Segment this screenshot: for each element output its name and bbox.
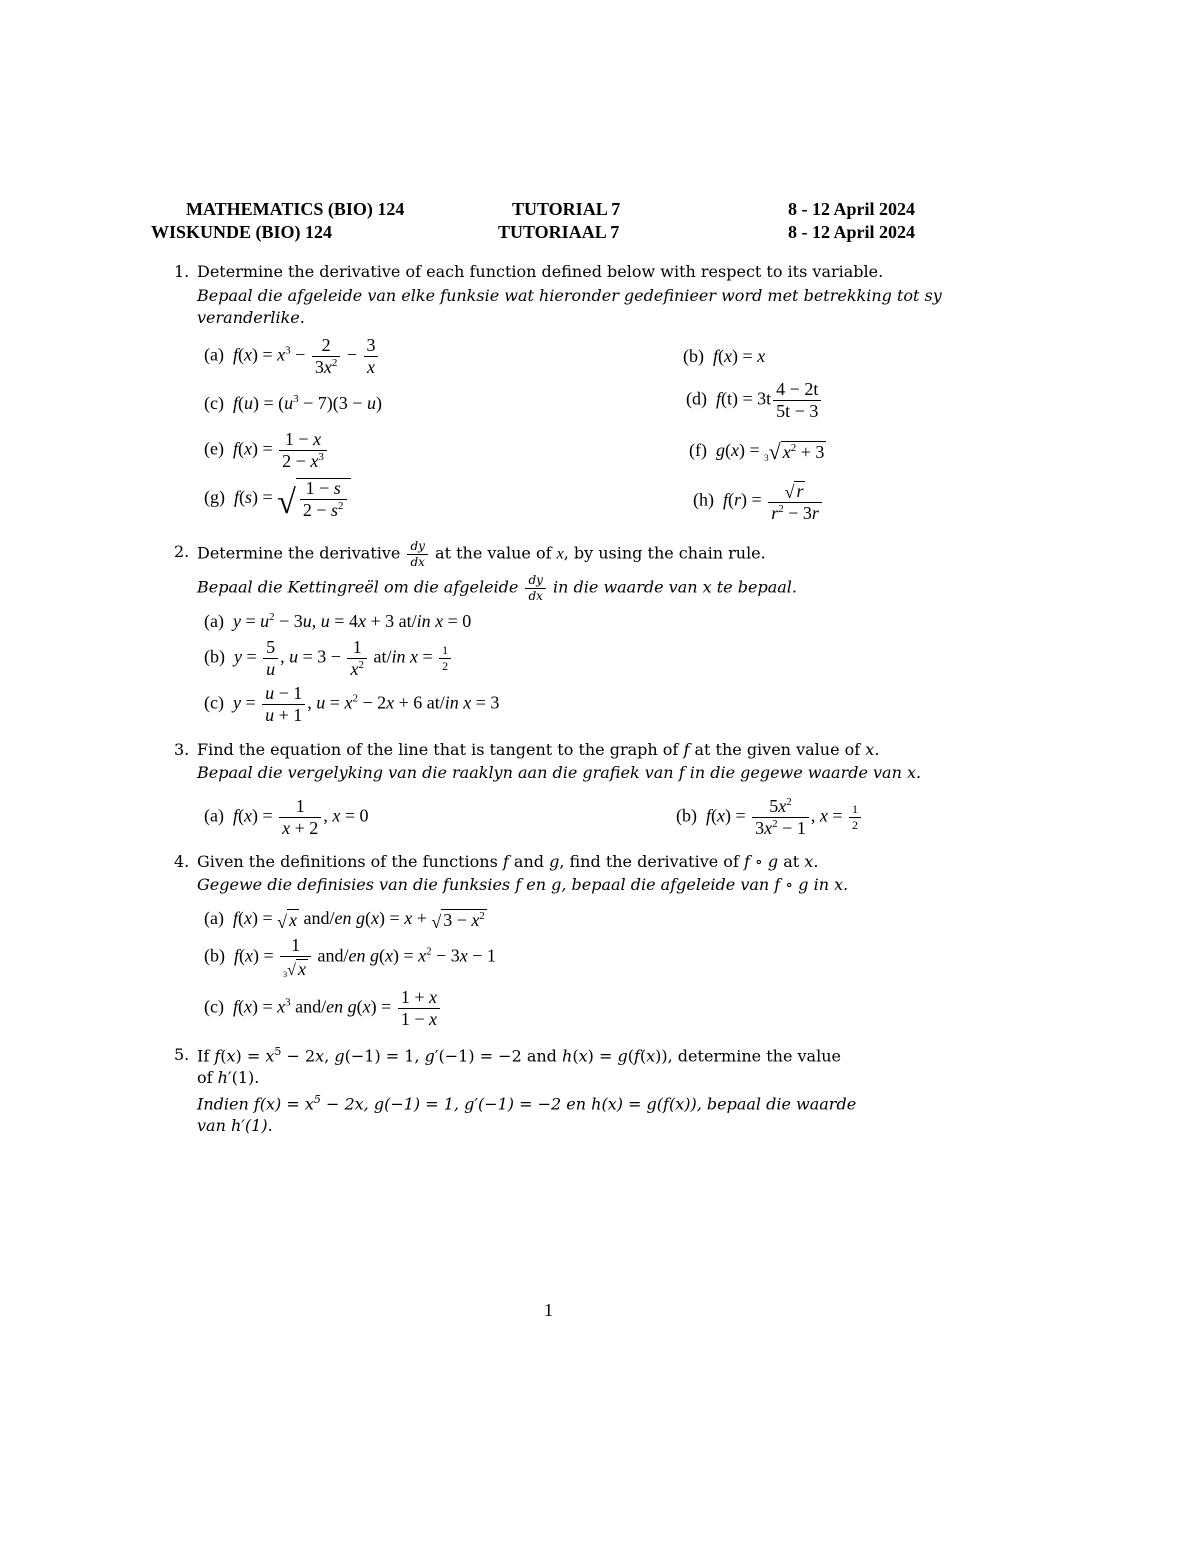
q1f-expression: (f) g(x) = 3 √ $x^2 + 3$ [689,438,825,464]
at-word: at/ [426,692,445,713]
q5-text-af-line2: van h′(1). [197,1116,273,1135]
q5-text-af-line1: Indien $f(x) = x^5 - 2x$, g(−1) = 1, g′(−1) = −2 en h(x) = g(f(x)), bepaal die waarde [197,1093,857,1114]
label: (a) [204,908,224,928]
label: (c) [204,393,224,413]
q5-en1-pre: If [197,1046,210,1066]
label: (a) [204,344,224,365]
q5-number: 5. [174,1045,190,1064]
q5-af2-pre: van [197,1116,226,1135]
q1-text-af-line2: veranderlike. [197,308,305,327]
q4-af-in: in [813,875,829,894]
en-word: en [348,945,366,966]
label: (b) [683,346,704,366]
q1e-expression: (e) f(x) = $\frac{1 - x}{2 - x^3}$ [204,430,329,471]
q4-af: Gegewe die definisies van die funksies [197,875,511,894]
q3-text-af: Bepaal die vergelyking van die raaklyn aan die grafiek van f in die gegewe waarde van x. [197,763,922,782]
label: (h) [693,489,714,510]
in-word: in [416,611,431,631]
label: (g) [204,487,225,508]
q2b-expression: (b) y = $\frac{5}{u}$ , u = 3 − $\frac{1}{x^2}$ at/in x = $\frac{1}{2}$ [204,638,453,679]
course-title-en: MATHEMATICS (BIO) 124 [186,199,405,219]
q2a-expression: (a) $y = u^2 - 3u$, u = 4x + 3 at/in x = 0 [204,611,472,631]
en-word: en [334,908,352,928]
q1c-expression: (c) $f(u) = (u^3 - 7)(3 - u)$ [204,393,382,413]
q3-en: Find the equation of the line that is tangent to the graph of [197,740,679,759]
q4c-expression: (c) $f(x) = x^3$ and/en g(x) = $\frac{1 + x}{1 - x}$ [204,988,442,1029]
q1a-expression: (a) $f(x) = x^3$ − $\frac{2}{3x^2}$ − $\frac{3}{x}$ [204,336,380,377]
q2-af-pre: Bepaal die Kettingreël om die afgeleide [197,577,519,597]
tutorial-title-af: TUTORIAAL 7 [498,222,620,242]
q5-text-en-line2: of h′(1). [197,1068,260,1087]
date-af: 8 - 12 April 2024 [788,222,916,242]
label: (b) [676,805,697,826]
q4-en-at: at [783,852,800,871]
q3a-expression: (a) f(x) = $\frac{1}{x + 2}$ , x = 0 [204,796,369,838]
q5-en1-and: and [526,1046,557,1066]
q4-en: Given the definitions of the functions [197,852,498,871]
q3-af-mid: in die gegewe waarde van [689,763,902,782]
q4-text-af: Gegewe die definisies van die funksies f en g, bepaal die afgeleide van f ∘ g in x. [197,875,849,894]
at-word: at/ [373,646,392,667]
q2-en-end: , by using the chain rule. [563,543,766,563]
label: (b) [204,945,225,966]
label: (e) [204,438,224,459]
q1g-expression: (g) f(s) = √ $\frac{1 - s}{2 - s^2}$ [204,478,351,520]
q4-en-and: and [513,852,544,871]
q5-af1-en: en [566,1094,587,1114]
q1-text-en: Determine the derivative of each function defined below with respect to its variable. [197,262,884,281]
at-word: at/ [398,611,417,631]
q1h-expression: (h) f(r) = √ r $r^2 - 3r$ [693,480,824,523]
q5-en1-post: , determine the value [667,1046,841,1066]
q2-en-post: at the value of [435,543,552,563]
q4-af-en: en [526,875,547,894]
q4-text-en: Given the definitions of the functions f and g, find the derivative of f ∘ g at x. [197,852,819,871]
label: (c) [204,996,224,1017]
q3-af: Bepaal die vergelyking van die raaklyn aan die grafiek van [197,763,674,782]
label: (f) [689,440,707,460]
label: (d) [686,388,707,409]
in-word: in [444,692,459,713]
label: (a) [204,611,224,631]
label: (a) [204,805,224,826]
label: (c) [204,692,224,713]
q1d-expression: (d) f(t) = 3t $\frac{4 - 2t}{5t - 3}$ [686,380,823,421]
q1-number: 1. [174,262,190,281]
q4-en-mid: , find the derivative of [559,852,739,871]
q1-text-af-line1: Bepaal die afgeleide van elke funksie wat hieronder gedefinieer word met betrekking tot sy [197,286,942,305]
en-word: en [326,996,344,1017]
q5-af1-post: , bepaal die waarde [696,1094,857,1114]
course-title-af: WISKUNDE (BIO) 124 [151,222,333,242]
q4-af-mid: , bepaal die afgeleide van [561,875,770,894]
q3-text-en: Find the equation of the line that is tangent to the graph of f at the given value of x. [197,740,880,759]
date-en: 8 - 12 April 2024 [788,199,916,219]
in-word: in [391,646,406,667]
q1b-expression: (b) f(x) = x [683,346,766,366]
q5-en2-pre: of [197,1068,213,1087]
q5-af1-pre: Indien [197,1094,249,1114]
q2-text-af: Bepaal die Kettingreël om die afgeleide $\frac{dy}{dx}$ in die waarde van x te bepaal. [197,573,797,603]
and-word: and/ [295,996,327,1017]
q3b-expression: (b) f(x) = $\frac{5x^2}{3x^2 - 1}$ , x = $\frac{1}{2}$ [676,797,863,838]
q2-en-pre: Determine the derivative [197,543,401,563]
q2c-expression: (c) y = $\frac{u - 1}{u + 1}$ , $u = x^2 - 2x + 6$ at/in x = 3 [204,683,500,725]
q3-en-mid: at the given value of [694,740,861,759]
q4-number: 4. [174,852,190,871]
q3-number: 3. [174,740,190,759]
and-word: and/ [303,908,335,928]
and-word: and/ [317,945,349,966]
q2-text-en: Determine the derivative $\frac{dy}{dx}$ at the value of x, by using the chain rule. [197,539,766,569]
q2-number: 2. [174,542,190,561]
q2-af-end: te bepaal. [716,577,797,597]
q4b-expression: (b) f(x) = 1 3 √ x and/en $g(x) = x^2 - 3x - 1$ [204,935,496,979]
q4a-expression: (a) f(x) = √ x and/en g(x) = x + √ $3 - x^2$ [204,908,485,932]
q5-text-en-line1: If $f(x) = x^5 - 2x$, g(−1) = 1, g′(−1) = −2 and h(x) = g(f(x)), determine the value [197,1045,841,1066]
label: (b) [204,646,225,667]
q2-af-post: in die waarde van [553,577,698,597]
tutorial-title-en: TUTORIAL 7 [512,199,621,219]
page-number: 1 [544,1300,553,1320]
